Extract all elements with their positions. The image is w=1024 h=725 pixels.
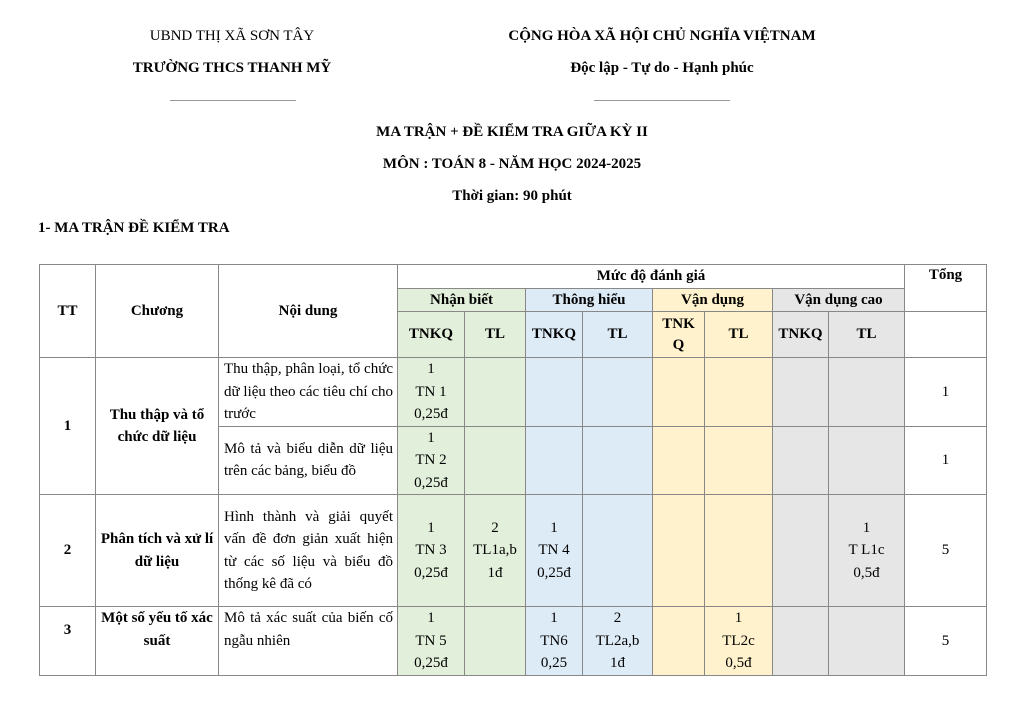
cell-line: 1đ [610,655,625,672]
right-divider [594,100,730,101]
header-vd-tnkq [653,312,705,358]
cell-line: 1 [550,610,558,627]
cell-nb-tl [465,495,526,607]
header-tong-blank [905,312,987,358]
section-heading: 1- MA TRẬN ĐỀ KIỂM TRA [38,220,230,236]
header-tt: TT [40,265,96,358]
header-van-dung: Vận dụng [653,288,773,312]
left-divider [170,100,296,101]
cell-line: 1 [427,519,435,536]
row-chuong: Một số yếu tố xác suất [96,607,219,676]
row-tong: 1 [905,358,987,427]
school-authority: UBND THỊ XÃ SƠN TÂY [149,28,315,44]
cell-line: 1 [862,519,871,536]
row-noi-dung: Thu thập, phân loại, tổ chức dữ liệu theo các tiêu chí cho trước [219,358,398,427]
cell-line: TL2c [722,632,755,649]
assessment-matrix [39,264,987,676]
cell-th-tnkq [526,607,583,676]
header-vd-tnkq-l1: TNK [662,315,695,332]
header-vd-tl: TL [705,312,773,358]
row-tong: 5 [905,495,987,607]
row-tong: 5 [905,607,987,676]
header-vdc-tl: TL [829,312,905,358]
cell-line: 0,25đ [414,474,448,491]
cell-nb-tnkq [398,495,465,607]
subject-year: MÔN : TOÁN 8 - NĂM HỌC 2024-2025 [382,156,642,172]
header-muc-do: Mức độ đánh giá [398,265,905,289]
national-title: CỘNG HÒA XÃ HỘI CHỦ NGHĨA VIỆTNAM [508,28,816,44]
row-tt: 2 [40,495,96,607]
cell-line: TL1a,b [473,542,517,559]
row-tong: 1 [905,426,987,495]
row-noi-dung: Hình thành và giải quyết vấn đề đơn giản xuất hiện từ các số liệu và biểu đồ thống kê đã có [219,495,398,607]
cell-line: 0,25đ [414,564,448,581]
cell-line: 2 [613,610,622,627]
cell-line: TN 5 [415,632,447,649]
row-noi-dung: Mô tả và biểu diễn dữ liệu trên các bảng, biểu đồ [219,426,398,495]
cell-line: 1 [427,429,435,446]
cell-nb-tnkq [398,358,465,427]
header-nhan-biet: Nhận biết [398,288,526,312]
cell-vd-tl [705,607,773,676]
cell-line: 0,25 [540,655,568,672]
cell-line: 0,25đ [414,655,448,672]
header-th-tl: TL [583,312,653,358]
cell-line: 0,5đ [853,564,880,581]
table-row [40,495,987,607]
header-tong: Tổng [905,265,987,312]
cell-line: TN 3 [415,542,447,559]
duration: Thời gian: 90 phút [452,188,572,204]
cell-line: TN 4 [538,542,570,559]
cell-line: TN 2 [415,452,447,468]
cell-line: 1 [550,519,558,536]
cell-line: 1đ [487,564,503,581]
header-th-tnkq: TNKQ [526,312,583,358]
table-row [40,358,987,427]
school-name: TRƯỜNG THCS THANH MỸ [132,60,332,76]
cell-vdc-tl [829,495,905,607]
row-tt: 3 [40,607,96,676]
national-motto: Độc lập - Tự do - Hạnh phúc [570,60,754,76]
header-nb-tl: TL [465,312,526,358]
header-nb-tnkq: TNKQ [398,312,465,358]
header-noi-dung: Nội dung [219,265,398,358]
header-vd-tnkq-l2: Q [672,336,685,353]
cell-line: TN6 [540,632,568,649]
cell-th-tl [583,607,653,676]
cell-line: 0,25đ [414,406,448,422]
header-thong-hieu: Thông hiểu [526,288,653,312]
row-noi-dung: Mô tả xác suất của biến cố ngẫu nhiên [219,607,398,676]
cell-nb-tnkq [398,607,465,676]
cell-line: 2 [491,519,499,536]
cell-line: 0,25đ [537,564,571,581]
table-row [40,607,987,676]
header-van-dung-cao: Vận dụng cao [773,288,905,312]
doc-title: MA TRẬN + ĐỀ KIỂM TRA GIỮA KỲ II [376,124,648,140]
cell-line: 1 [427,610,435,627]
header-chuong: Chương [96,265,219,358]
row-tt: 1 [40,358,96,495]
cell-line: 0,5đ [725,655,752,672]
row-chuong: Phân tích và xử lí dữ liệu [96,495,219,607]
cell-line: T L1c [848,542,885,559]
cell-line: 1 [734,610,743,627]
cell-th-tnkq [526,495,583,607]
cell-nb-tnkq [398,426,465,495]
cell-line: TL2a,b [595,632,640,649]
cell-line: 1 [427,361,435,377]
cell-line: TN 1 [415,383,447,400]
header-vdc-tnkq: TNKQ [773,312,829,358]
row-chuong: Thu thập và tổ chức dữ liệu [96,358,219,495]
